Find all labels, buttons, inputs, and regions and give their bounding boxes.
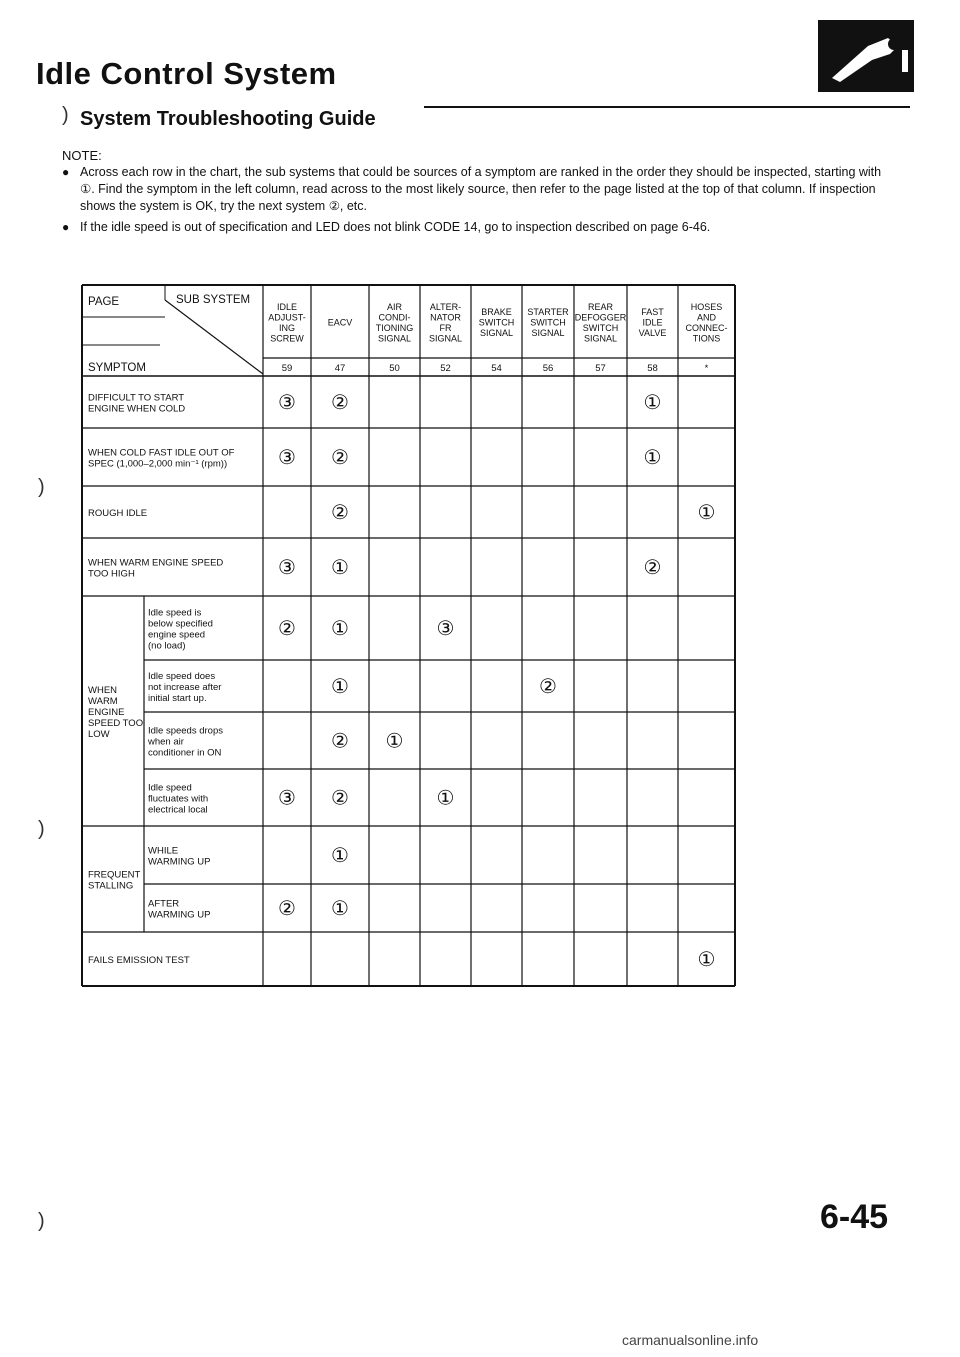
symptom-text: WARMING UP: [148, 909, 211, 921]
symptom-text: SPEC (1,000–2,000 min⁻¹ (rpm)): [88, 458, 228, 470]
column-page-number: 50: [389, 363, 400, 374]
rank-mark: ②: [643, 557, 662, 579]
column-page-number: 52: [440, 363, 451, 374]
corner-diagonal: [165, 300, 263, 374]
column-header-text: SIGNAL: [479, 328, 514, 338]
column-page-number: *: [704, 363, 709, 374]
corner-subsystem-label: SUB SYSTEM: [176, 294, 251, 306]
binding-bracket-mark: ): [38, 476, 45, 498]
column-header-text: ALTER-: [429, 301, 462, 312]
column-header-text: ING: [278, 322, 296, 333]
bullet-icon: ●: [62, 165, 70, 179]
rank-mark: ①: [643, 392, 662, 414]
rank-mark: ②: [278, 898, 296, 920]
column-header-text: NATOR: [430, 312, 461, 323]
symptom-text: FAILS EMISSION TEST: [88, 955, 190, 966]
rank-mark: ②: [331, 392, 349, 414]
symptom-text: conditioner in ON: [148, 747, 222, 759]
note-bullet-2: ● If the idle speed is out of specification and LED does not blink CODE 14, go to inspection described on page 6-46.: [62, 220, 711, 234]
binding-bracket-mark: ): [38, 818, 45, 840]
symptom-text: TOO HIGH: [88, 568, 135, 580]
column-header-text: IDLE: [642, 317, 663, 328]
column-header-text: SCREW: [270, 333, 304, 344]
symptom-text: WARMING UP: [148, 856, 211, 868]
column-header-text: HOSES: [690, 301, 723, 312]
symptom-text: WHEN WARM ENGINE SPEED: [88, 557, 224, 569]
column-header-text: STARTER: [527, 307, 569, 317]
symptom-text: initial start up.: [148, 693, 207, 704]
symptom-text: (no load): [148, 640, 186, 652]
column-header-text: SIGNAL: [377, 333, 412, 344]
note-bullet-1: ● Across each row in the chart, the sub systems that could be sources of a symptom are ranked in the order they should be inspected, starting with ①. Find the symptom in the left column, read across to the most likely source, then refer to the page listed at the top of that column. If inspection shows the system is OK, try the next system ②, etc.: [62, 165, 882, 213]
symptom-text: WHEN COLD FAST IDLE OUT OF: [88, 447, 235, 459]
symptom-text: Idle speed is: [148, 607, 202, 619]
group-label-text: WHEN: [88, 685, 118, 696]
symptom-text: ROUGH IDLE: [88, 508, 148, 519]
column-header-text: SWITCH: [582, 322, 619, 333]
column-header-text: FR: [439, 322, 452, 333]
rank-mark: ①: [697, 502, 716, 524]
rank-mark: ①: [331, 898, 349, 920]
group-label-text: SPEED TOO: [88, 718, 144, 729]
symptom-text: Idle speeds drops: [148, 725, 223, 737]
column-header-text: CONNEC-: [685, 322, 728, 333]
symptom-text: Idle speed: [148, 782, 192, 794]
column-header-text: SIGNAL: [583, 333, 618, 344]
column-header-text: SIGNAL: [428, 333, 463, 344]
rank-mark: ①: [331, 557, 349, 579]
binding-bracket-mark: ): [62, 104, 69, 126]
column-header-text: VALVE: [638, 328, 667, 338]
rank-mark: ②: [331, 502, 349, 524]
column-header-text: TIONING: [375, 322, 414, 333]
rank-mark: ①: [436, 787, 455, 810]
symptom-text: fluctuates with: [148, 793, 209, 805]
symptom-text: not increase after: [148, 682, 222, 693]
group-label-text: FREQUENT: [88, 869, 141, 881]
rank-mark: ②: [331, 447, 349, 469]
symptom-text: Idle speed does: [148, 671, 216, 682]
column-header-text: SWITCH: [478, 317, 515, 328]
column-page-number: 54: [491, 363, 502, 374]
column-header-text: SIGNAL: [531, 328, 565, 338]
symptom-text: electrical local: [148, 804, 208, 816]
column-header-text: CONDI-: [378, 312, 411, 323]
symptom-text: WHILE: [148, 845, 179, 857]
rank-mark: ②: [331, 787, 349, 810]
page-subtitle: System Troubleshooting Guide: [80, 108, 376, 130]
column-page-number: 56: [542, 363, 554, 374]
column-header-text: DEFOGGER: [574, 312, 627, 323]
column-header-text: SWITCH: [530, 317, 566, 328]
rank-mark: ③: [278, 392, 296, 414]
column-page-number: 59: [281, 363, 293, 374]
symptom-text: DIFFICULT TO START: [88, 392, 185, 404]
symptom-text: ENGINE WHEN COLD: [88, 403, 186, 415]
corner-symptom-label: SYMPTOM: [88, 362, 146, 374]
column-page-number: 58: [647, 363, 658, 374]
rank-mark: ③: [278, 447, 296, 469]
symptom-text: engine speed: [148, 629, 206, 641]
rank-mark: ③: [436, 618, 455, 640]
column-header-text: IDLE: [276, 301, 298, 312]
note-heading: NOTE:: [62, 148, 102, 163]
binding-bracket-mark: ): [38, 1210, 45, 1232]
rank-mark: ①: [331, 676, 349, 698]
column-header-text: AND: [696, 312, 717, 323]
symptom-text: AFTER: [148, 898, 180, 910]
page-title: Idle Control System: [36, 56, 337, 91]
rank-mark: ②: [278, 618, 296, 640]
rank-mark: ②: [539, 676, 557, 698]
group-label-text: WARM: [88, 696, 118, 707]
rank-mark: ①: [643, 447, 662, 469]
symptom-text: below specified: [148, 618, 213, 630]
group-label-text: LOW: [88, 729, 110, 740]
corner-page-label: PAGE: [88, 296, 120, 308]
column-header-text: TIONS: [692, 333, 721, 344]
watermark: carmanualsonline.info: [622, 1332, 759, 1348]
column-header-text: BRAKE: [481, 307, 512, 317]
column-header-text: REAR: [587, 301, 614, 312]
column-header-text: ADJUST-: [268, 312, 306, 323]
group-label-text: ENGINE: [88, 707, 125, 718]
column-page-number: 47: [334, 363, 346, 374]
rank-mark: ①: [697, 949, 716, 971]
column-header-text: FAST: [641, 307, 664, 317]
group-label-text: STALLING: [88, 880, 134, 892]
column-header-text: EACV: [327, 317, 353, 328]
symptom-text: when air: [148, 736, 184, 748]
rank-mark: ①: [331, 618, 349, 640]
bullet-icon: ●: [62, 220, 70, 234]
rank-mark: ②: [331, 730, 349, 753]
rank-mark: ③: [278, 787, 296, 810]
column-header-text: AIR: [386, 301, 403, 312]
column-page-number: 57: [595, 363, 606, 374]
rank-mark: ①: [331, 845, 349, 867]
page-number: 6-45: [820, 1198, 889, 1236]
rank-mark: ①: [385, 730, 404, 753]
rank-mark: ③: [278, 557, 296, 579]
